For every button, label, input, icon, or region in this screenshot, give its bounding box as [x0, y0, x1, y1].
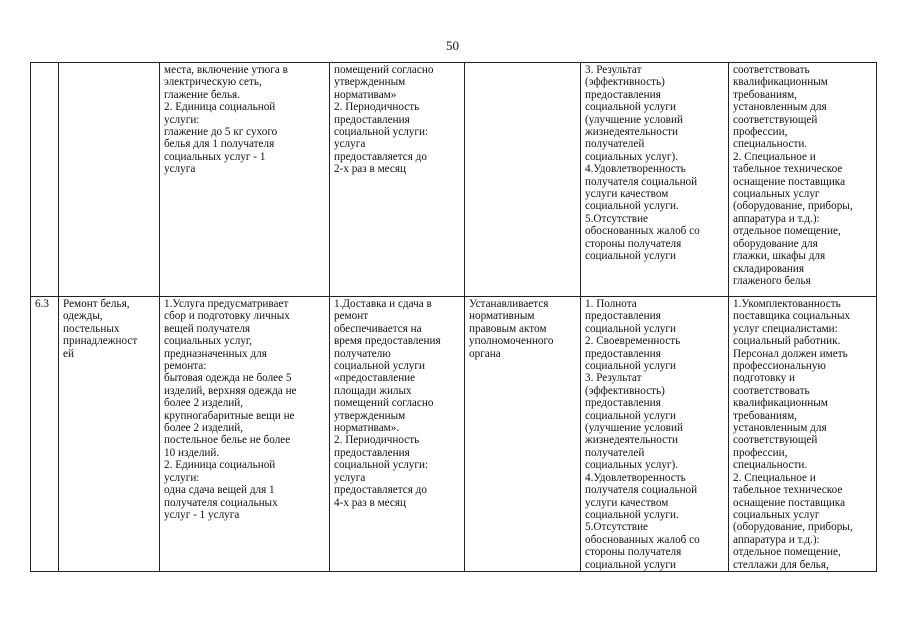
cell-text-line: услуга [334, 471, 366, 484]
cell-text-line: 3. Результат [585, 372, 642, 385]
cell-text-line: 10 изделий. [164, 446, 220, 459]
cell-text-line: более 2 изделий, [164, 422, 244, 435]
cell-text-line: социальной услуги: [334, 459, 429, 472]
cell-text-line: табельное техническое [733, 163, 843, 176]
cell-text-line: нормативам». [334, 422, 400, 435]
cell-text-line: 5.Отсутствие [585, 521, 649, 534]
cell-text-line: требованиям, [733, 88, 797, 101]
cell-text-line: изделий, верхняя одежда не [164, 384, 297, 397]
cell-text-line: предоставления [585, 310, 661, 323]
cell-text-line: услуги качеством [585, 496, 669, 509]
cell-text-line: принадлежност [63, 335, 138, 348]
cell-text-line: оснащение поставщика [733, 175, 846, 188]
cell-text-line: услуг специалистами: [733, 322, 838, 335]
cell-text-line: площади жилых [334, 384, 412, 397]
cell-text-line: обеспечивается на [334, 322, 422, 335]
cell-text-line: утвержденным [334, 409, 406, 422]
cell-text-line: электрическую сеть, [164, 76, 262, 89]
cell-text-line: соответствовать [733, 384, 810, 397]
cell-text-line: 4-х раз в месяц [334, 496, 406, 509]
cell-text-line: (эффективность) [585, 76, 665, 89]
cell-text-line: постельное белье не более [164, 434, 291, 447]
cell-text-line: оснащение поставщика [733, 496, 846, 509]
cell-text-line: социальной услуги [585, 558, 676, 571]
cell-text-line: вещей получателя [164, 322, 251, 335]
cell-text-line: глажение белья. [164, 88, 240, 101]
cell-text-line: ремонт [334, 310, 369, 323]
cell-text-line: социальной услуги [585, 322, 676, 335]
cell-text-line: социальных услуг [733, 188, 820, 201]
services-table [30, 62, 877, 572]
cell-text-line: отдельное помещение, [733, 225, 841, 238]
cell-text-line: предоставляется до [334, 150, 427, 163]
cell-text-line: 4.Удовлетворенность [585, 163, 686, 176]
cell-text-line: крупногабаритные вещи не [164, 409, 295, 422]
cell-text-line: получателя социальной [585, 484, 698, 497]
provider-requirements-cell [729, 63, 877, 297]
cell-text-line: помещений согласно [334, 64, 434, 76]
cell-text-line: Персонал должен иметь [733, 347, 848, 360]
cell-text-line: обоснованных жалоб со [585, 225, 700, 238]
cell-text-line: подготовку и [733, 372, 795, 385]
cell-text-line: жизнедеятельности [585, 434, 678, 447]
cell-text-line: 2. Периодичность [334, 101, 420, 114]
cell-text-line: 2. Единица социальной [164, 101, 276, 114]
cell-text-line: предоставления [334, 113, 410, 126]
cell-text-line: 1.Доставка и сдача в [334, 298, 432, 310]
service-timeframe-cell [465, 63, 581, 297]
cell-text-line: 1.Услуга предусматривает [164, 298, 289, 310]
cell-text-line: социальных услуг). [585, 459, 679, 472]
cell-text-line: оборудование для [733, 237, 818, 250]
cell-text-line: поставщика социальных [733, 310, 851, 323]
cell-text-line: социальных услуг - 1 [164, 150, 266, 163]
service-timeframe-cell [465, 297, 581, 572]
cell-text-line: более 2 изделий, [164, 397, 244, 410]
cell-text-line: жизнедеятельности [585, 126, 678, 139]
cell-text-line: белья для 1 получателя [164, 138, 275, 151]
cell-text-line: 5.Отсутствие [585, 212, 649, 225]
cell-text-line: услуга [334, 138, 366, 151]
cell-text-line: требованиям, [733, 409, 797, 422]
cell-text-line: предоставляется до [334, 484, 427, 497]
cell-text-line: (оборудование, приборы, [733, 200, 853, 213]
cell-text-line: глаженого белья [733, 274, 811, 287]
cell-text-line: социальной услуги [585, 409, 676, 422]
cell-text-line: правовым актом [469, 322, 547, 335]
cell-text-line: Устанавливается [469, 298, 549, 310]
table-row [31, 63, 877, 297]
cell-text-line: табельное техническое [733, 484, 843, 497]
cell-text-line: социальной услуги [585, 101, 676, 114]
cell-text-line: профессии, [733, 446, 788, 459]
cell-text-line: социальной услуги: [334, 126, 429, 139]
cell-text-line: соответствующей [733, 434, 818, 447]
cell-text-line: стороны получателя [585, 546, 682, 559]
service-content-cell [160, 297, 330, 572]
cell-text-line: социальной услуги. [585, 200, 679, 213]
cell-text-line: социальной услуги [585, 360, 676, 373]
cell-text-line: 2. Периодичность [334, 434, 420, 447]
cell-text-line: одна сдача вещей для 1 [164, 484, 275, 497]
cell-text-line: получателю [334, 347, 391, 360]
cell-text-line: места, включение утюга в [164, 64, 288, 76]
service-conditions-cell [330, 63, 465, 297]
cell-text-line: одежды, [63, 310, 103, 323]
cell-text-line: социальной услуги [585, 250, 676, 263]
cell-text-line: 4.Удовлетворенность [585, 471, 686, 484]
service-content-cell [160, 63, 330, 297]
cell-text-line: постельных [63, 322, 120, 335]
cell-text-line: обоснованных жалоб со [585, 533, 700, 546]
cell-text-line: профессии, [733, 126, 788, 139]
service-name-cell [59, 63, 160, 297]
cell-text-line: квалификационным [733, 76, 828, 89]
cell-text-line: время предоставления [334, 335, 441, 348]
cell-text-line: услуг - 1 услуга [164, 508, 240, 521]
cell-text-line: социальных услуг [733, 508, 820, 521]
cell-text-line: соответствовать [733, 64, 810, 76]
cell-text-line: утвержденным [334, 76, 406, 89]
cell-text-line: (оборудование, приборы, [733, 521, 853, 534]
cell-text-line: получателей [585, 138, 645, 151]
cell-text-line: специальности. [733, 138, 808, 151]
cell-text-line: квалификационным [733, 397, 828, 410]
cell-text-line: «предоставление [334, 372, 416, 385]
cell-text-line: социальной услуги. [585, 508, 679, 521]
cell-text-line: социальных услуг). [585, 150, 679, 163]
cell-text-line: предоставления [585, 88, 661, 101]
cell-text-line: соответствующей [733, 113, 818, 126]
cell-text-line: 2. Специальное и [733, 150, 816, 163]
cell-text-line: нормативам» [334, 88, 397, 101]
cell-text-line: Ремонт белья, [63, 298, 130, 310]
table-row [31, 297, 877, 572]
page-number: 50 [446, 38, 459, 53]
provider-requirements-cell [729, 297, 877, 572]
quality-indicators-cell [581, 297, 729, 572]
cell-text-line: социальной услуги [334, 360, 425, 373]
cell-text-line: (эффективность) [585, 384, 665, 397]
cell-text-line: 2. Единица социальной [164, 459, 276, 472]
cell-text-line: услуга [164, 163, 196, 176]
row-number-cell [31, 63, 59, 297]
cell-text-line: органа [469, 347, 501, 360]
cell-text-line: 1.Укомплектованность [733, 298, 841, 310]
cell-text-line: отдельное помещение, [733, 546, 841, 559]
cell-text-line: (улучшение условий [585, 113, 683, 126]
cell-text-line: сбор и подготовку личных [164, 310, 290, 323]
cell-text-line: услуги качеством [585, 188, 669, 201]
cell-text-line: нормативным [469, 310, 535, 323]
cell-text-line: помещений согласно [334, 397, 434, 410]
cell-text-line: уполномоченного [469, 335, 554, 348]
service-name-cell [59, 297, 160, 572]
cell-text-line: стеллажи для белья, [733, 558, 829, 571]
cell-text-line: предоставления [585, 347, 661, 360]
cell-text-line: получателя социальной [585, 175, 698, 188]
cell-text-line: стороны получателя [585, 237, 682, 250]
quality-indicators-cell [581, 63, 729, 297]
cell-text-line: аппаратура и т.д.): [733, 533, 820, 546]
cell-text-line: аппаратура и т.д.): [733, 212, 820, 225]
cell-text-line: 1. Полнота [585, 298, 637, 310]
cell-text-line: ей [63, 347, 74, 360]
cell-text-line: складирования [733, 262, 805, 275]
cell-text-line: 2-х раз в месяц [334, 163, 406, 176]
cell-text-line: ремонта: [164, 360, 207, 373]
cell-text-line: предназначенных для [164, 347, 267, 360]
cell-text-line: специальности. [733, 459, 808, 472]
cell-text-line: 2. Своевременность [585, 335, 681, 348]
cell-text-line: услуги: [164, 471, 200, 484]
cell-text-line: предоставления [585, 397, 661, 410]
cell-text-line: установленным для [733, 101, 827, 114]
cell-text-line: социальных услуг, [164, 335, 253, 348]
cell-text-line: (улучшение условий [585, 422, 683, 435]
cell-text-line: глажки, шкафы для [733, 250, 826, 263]
cell-text-line: получателя социальных [164, 496, 278, 509]
cell-text-line: предоставления [334, 446, 410, 459]
cell-text-line: бытовая одежда не более 5 [164, 372, 292, 385]
cell-text-line: глажение до 5 кг сухого [164, 126, 278, 139]
cell-text-line: установленным для [733, 422, 827, 435]
cell-text-line: профессиональную [733, 360, 826, 373]
cell-text-line: 2. Специальное и [733, 471, 816, 484]
cell-text-line: 3. Результат [585, 64, 642, 76]
cell-text-line: социальный работник. [733, 335, 841, 348]
cell-text-line: получателей [585, 446, 645, 459]
cell-text-line: услуги: [164, 113, 200, 126]
service-conditions-cell [330, 297, 465, 572]
row-number-cell: 6.3 [31, 297, 59, 572]
